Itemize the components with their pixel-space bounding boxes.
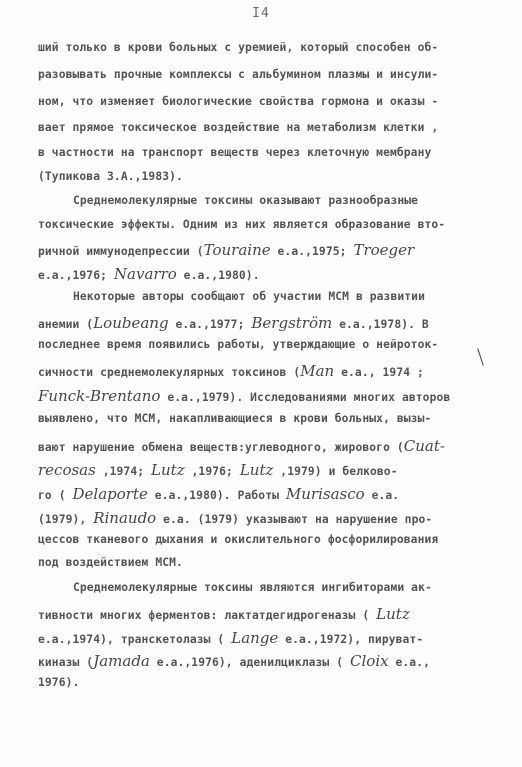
text-line: тивности многих ферментов: лактатдегидрогеназы ( Lutz: [38, 605, 410, 623]
text-line: (Тупикова З.А.,1983).: [38, 170, 183, 183]
text-line: выявлено, что МСМ, накапливающиеся в крови больных, вызы-: [38, 412, 432, 425]
text-line: e.a.,1974), транскетолазы ( Lange e.a.,1972), пируват-: [38, 629, 424, 647]
text-line: анемии (Loubeang e.a.,1977; Bergström e.a.,1978). В: [38, 314, 429, 332]
text-line: токсические эффекты. Одним из них является образование вто-: [38, 218, 446, 231]
text-line: сичности среднемолекулярных токсинов (Man e.a., 1974 ;: [38, 362, 424, 380]
text-line: последнее время появились работы, утверждающие о нейроток-: [38, 338, 439, 351]
text-line: вает прямое токсическое воздействие на метаболизм клетки ,: [38, 121, 439, 134]
text-line: киназы (Jamada e.a.,1976), аденилциклазы ( Cloix e.a.,: [38, 652, 431, 670]
text-line: Среднемолекулярные токсины оказывают разнообразные: [73, 194, 419, 207]
text-line: ричной иммунодепрессии (Touraine e.a.,1975; Troeger: [38, 241, 415, 259]
text-line: в частности на транспорт веществ через клеточную мембрану: [38, 146, 432, 159]
text-line: ном, что изменяет биологические свойства гормона и оказы -: [38, 95, 439, 108]
text-line: recosas ,1974; Lutz ,1976; Lutz ,1979) и белково-: [38, 461, 398, 479]
text-line: разовывать прочные комплексы с альбумином плазмы и инсули-: [38, 68, 439, 81]
text-line: e.a.,1976; Navarro e.a.,1980).: [38, 265, 260, 283]
text-line: го ( Delaporte e.a.,1980). Работы Murisasco e.a.: [38, 485, 400, 503]
text-line: цессов тканевого дыхания и окислительного фосфорилирования: [38, 533, 439, 546]
text-line: вают нарушение обмена веществ:углеводного, жирового (Cuat-: [38, 437, 445, 455]
text-line: Среднемолекулярные токсины являются ингибиторами ак-: [73, 581, 432, 594]
text-line: Funck-Brentano e.a.,1979). Исследованиями многих авторов: [38, 387, 451, 405]
text-line: Некоторые авторы сообщают об участии МСМ в развитии: [73, 290, 425, 303]
page-number: I4: [252, 6, 270, 21]
text-line: (1979), Rinaudo e.a. (1979) указывают на нарушение про-: [38, 509, 433, 527]
text-line: ший только в крови больных с уремией, который способен об-: [38, 41, 439, 54]
text-line: под воздействием МСМ.: [38, 556, 183, 569]
text-line: 1976).: [38, 676, 80, 689]
